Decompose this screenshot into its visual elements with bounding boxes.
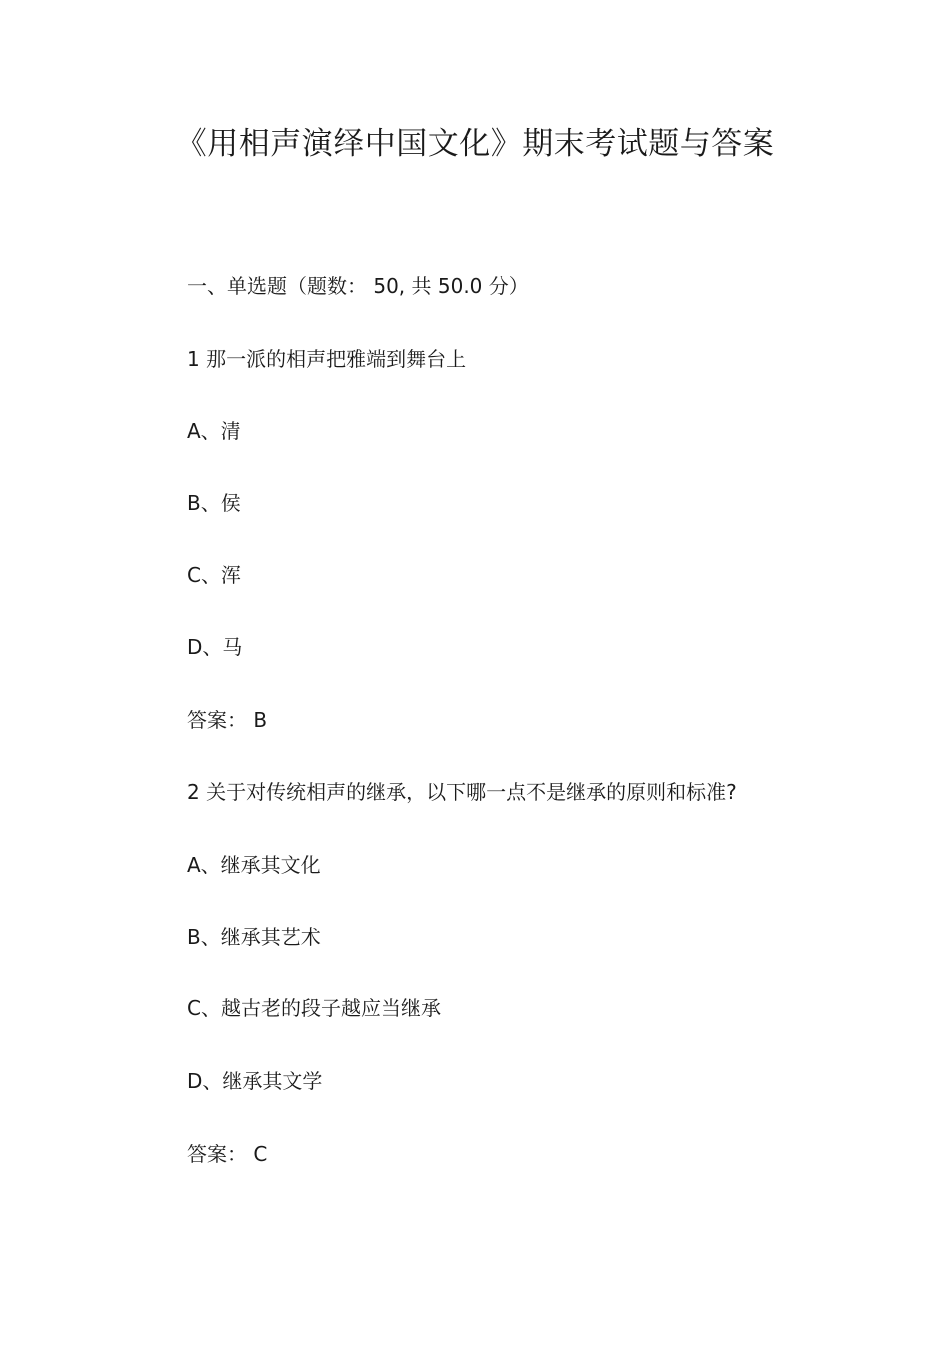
- document-title: 《用相声演绎中国文化》期末考试题与答案: [175, 126, 775, 162]
- question-1-option-c: C、浑: [187, 563, 241, 587]
- section-header: 一、单选题（题数： 50, 共 50.0 分）: [187, 274, 529, 298]
- question-1-stem: 1 那一派的相声把雅端到舞台上: [187, 347, 467, 371]
- question-1-answer: 答案： B: [187, 708, 268, 732]
- question-1-option-b: B、侯: [187, 491, 241, 515]
- question-2-option-d: D、继承其文学: [187, 1069, 323, 1093]
- question-2-option-b: B、继承其艺术: [187, 925, 321, 949]
- question-2-option-a: A、继承其文化: [187, 853, 321, 877]
- question-2-stem: 2 关于对传统相声的继承，以下哪一点不是继承的原则和标准?: [187, 780, 737, 804]
- question-1-option-d: D、马: [187, 635, 243, 659]
- question-2-answer: 答案： C: [187, 1142, 268, 1166]
- question-2-option-c: C、越古老的段子越应当继承: [187, 996, 441, 1020]
- question-1-option-a: A、清: [187, 419, 241, 443]
